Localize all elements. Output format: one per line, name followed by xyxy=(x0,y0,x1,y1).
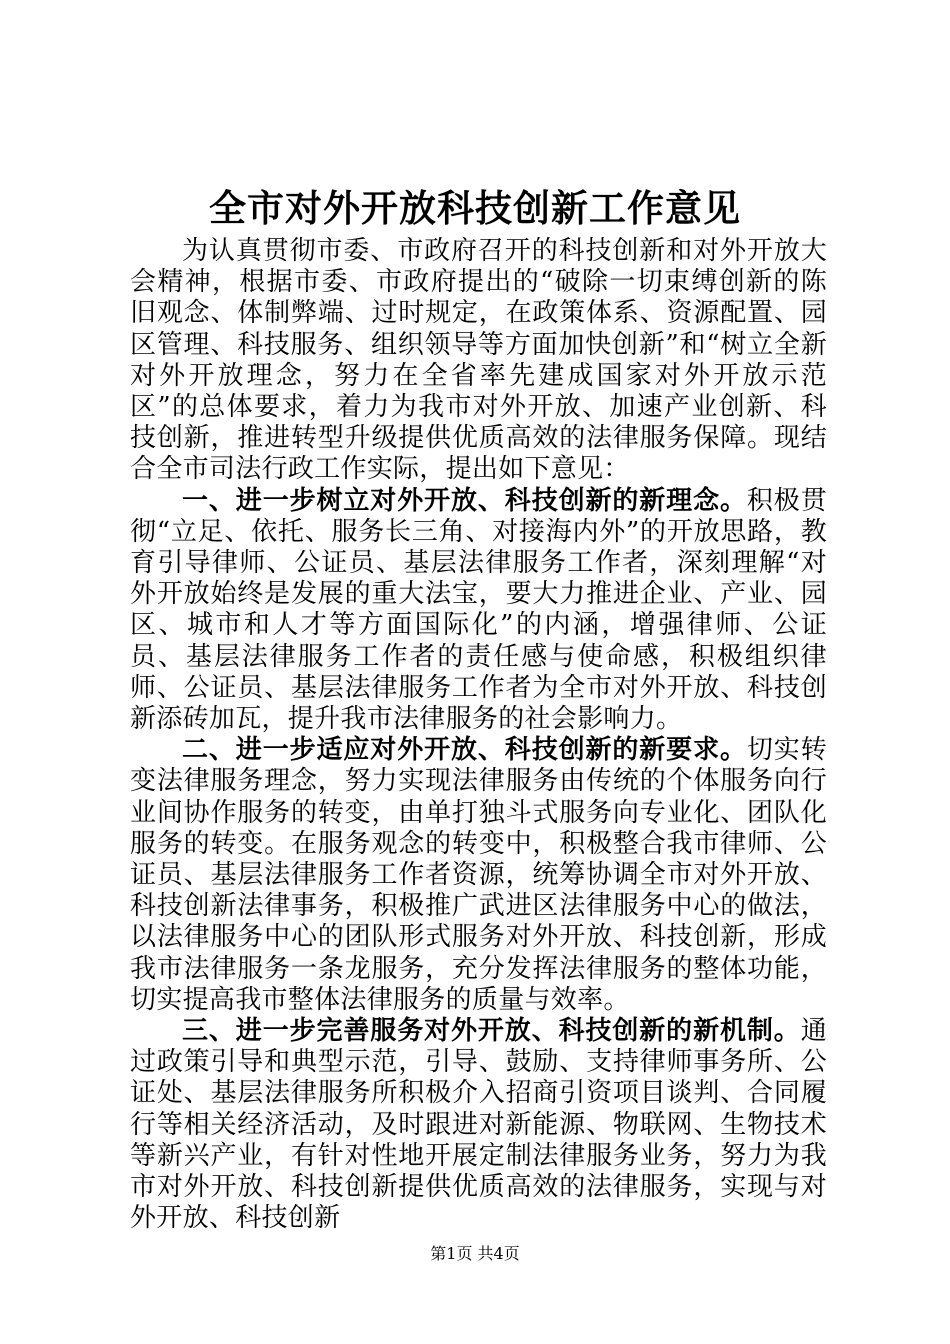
page-title: 全市对外开放科技创新工作意见 xyxy=(209,186,741,230)
section-3-paragraph xyxy=(130,1016,827,1234)
section-1-text: 积极贯彻“立足、依托、服务长三角、对接海内外”的开放思路，教育引导律师、公证员、基层法律服务工作者，深刻理解“对外开放始终是发展的重大法宝，要大力推进企业、产业、园区、城市和人才等方面国际化”的内涵，增强律师、公证员、基层法律服务工作者的责任感与使命感，积极组织律师、公证员、基层法律服务工作者为全市对外开放、科技创新添砖加瓦，提升我市法律服务的社会影响力。 xyxy=(130,485,827,735)
page-number-footer: 第1页 共4页 xyxy=(430,1244,520,1263)
paragraph-text: 为认真贯彻市委、市政府召开的科技创新和对外开放大会精神，根据市委、市政府提出的“破除一切束缚创新的陈旧观念、体制弊端、过时规定，在政策体系、资源配置、园区管理、科技服务、组织领导等方面加快创新”和“树立全新对外开放理念，努力在全省率先建成国家对外开放示范区”的总体要求，着力为我市对外开放、加速产业创新、科技创新，推进转型升级提供优质高效的法律服务保障。现结合全市司法行政工作实际，提出如下意见： xyxy=(130,236,827,485)
section-1-heading: 一、进一步树立对外开放、科技创新的新理念。 xyxy=(182,485,747,516)
section-2-paragraph xyxy=(130,735,827,1016)
intro-paragraph xyxy=(130,236,827,486)
section-1-paragraph xyxy=(130,486,827,736)
section-3-heading: 三、进一步完善服务对外开放、科技创新的新机制。 xyxy=(182,1016,801,1047)
section-2-heading: 二、进一步适应对外开放、科技创新的新要求。 xyxy=(182,735,747,766)
section-2-text: 切实转变法律服务理念，努力实现法律服务由传统的个体服务向行业间协作服务的转变，由单打独斗式服务向专业化、团队化服务的转变。在服务观念的转变中，积极整合我市律师、公证员、基层法律服务工作者资源，统筹协调全市对外开放、科技创新法律事务，积极推广武进区法律服务中心的做法，以法律服务中心的团队形式服务对外开放、科技创新，形成我市法律服务一条龙服务，充分发挥法律服务的整体功能，切实提高我市整体法律服务的质量与效率。 xyxy=(130,735,827,1015)
section-3-text: 通过政策引导和典型示范，引导、鼓励、支持律师事务所、公证处、基层法律服务所积极介入招商引资项目谈判、合同履行等相关经济活动，及时跟进对新能源、物联网、生物技术等新兴产业，有针对性地开展定制法律服务业务，努力为我市对外开放、科技创新提供优质高效的法律服务，实现与对外开放、科技创新 xyxy=(130,1016,827,1234)
document-body xyxy=(130,236,827,1235)
